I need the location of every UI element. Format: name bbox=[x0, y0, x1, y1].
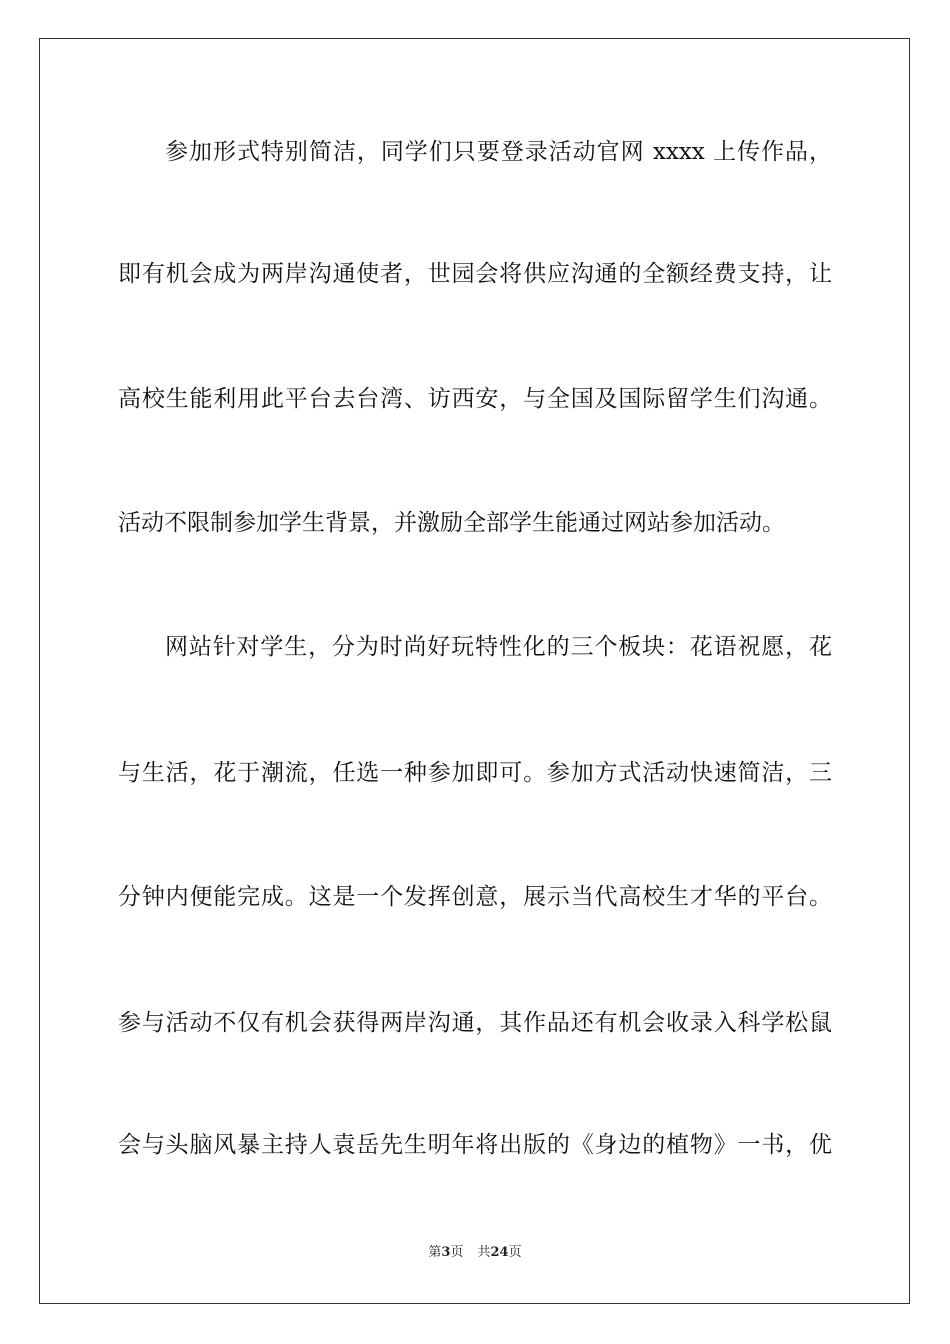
page-footer bbox=[0, 1243, 950, 1263]
text-line-8: 参与活动不仅有机会获得两岸沟通，其作品还有机会收录入科学松鼠 bbox=[118, 1010, 832, 1036]
page-number: 3 bbox=[441, 1245, 451, 1260]
text-line-4: 活动不限制参加学生背景，并激励全部学生能通过网站参加活动。 bbox=[118, 510, 785, 536]
page-border bbox=[39, 38, 910, 1304]
text-line-1: 参加形式特别简洁，同学们只要登录活动官网 xxxx 上传作品， bbox=[165, 139, 832, 165]
text-line-5: 网站针对学生，分为时尚好玩特性化的三个板块：花语祝愿，花 bbox=[165, 634, 832, 660]
text-line-7: 分钟内便能完成。这是一个发挥创意，展示当代高校生才华的平台。 bbox=[118, 884, 832, 910]
text-line-2: 即有机会成为两岸沟通使者，世园会将供应沟通的全额经费支持，让 bbox=[118, 261, 832, 287]
text-line-6: 与生活，花于潮流，任选一种参加即可。参加方式活动快速简洁，三 bbox=[118, 760, 832, 786]
text-line-3: 高校生能利用此平台去台湾、访西安，与全国及国际留学生们沟通。 bbox=[118, 386, 832, 412]
page-suffix: 页 bbox=[450, 1245, 464, 1260]
text-line-9: 会与头脑风暴主持人袁岳先生明年将出版的《身边的植物》一书，优 bbox=[118, 1132, 832, 1158]
total-pages: 24 bbox=[490, 1245, 509, 1260]
page-prefix: 第 bbox=[428, 1245, 442, 1260]
total-suffix: 页 bbox=[508, 1245, 522, 1260]
total-prefix: 共 bbox=[477, 1245, 491, 1260]
